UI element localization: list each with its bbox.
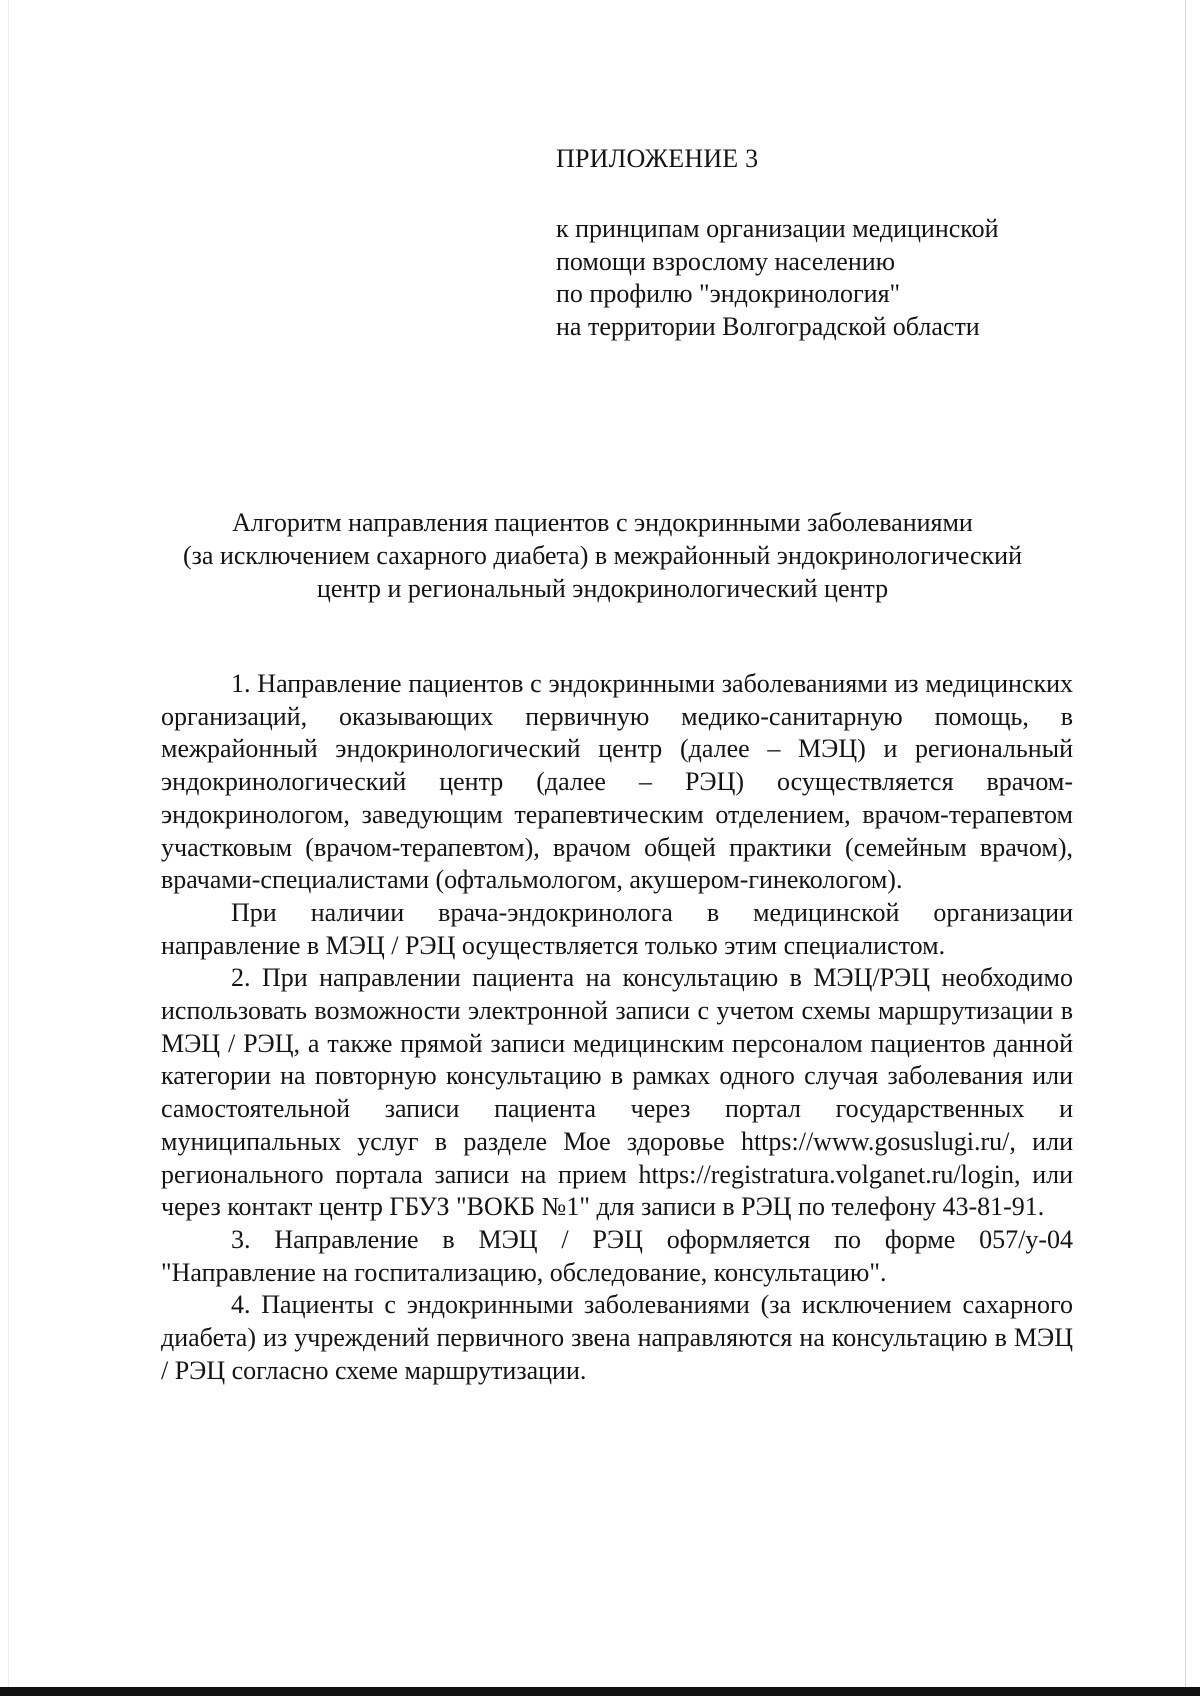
appendix-subtitle-line: на территории Волгоградской области: [556, 311, 980, 341]
appendix-subtitle-line: по профилю "эндокринология": [556, 279, 901, 308]
appendix-subtitle-line: к принципам организации медицинской: [556, 214, 999, 243]
scan-bottom-edge: [0, 1687, 1200, 1696]
paragraph-1: 1. Направление пациентов с эндокринными заболеваниями из медицинских организаций, оказывающих первичную медико-санитарную помощь, в межрайонный эндокринологический центр (далее – МЭЦ) и региональный эндокринологический центр (далее – РЭЦ) осуществляется врачом-эндокринологом, заведующим терапевтическим отделением, врачом-терапевтом участковым (врачом-терапевтом), врачом общей практики (семейным врачом), врачами-специалистами (офтальмологом, акушером-гинекологом).: [161, 669, 1073, 895]
heading-line: центр и региональный эндокринологический центр: [316, 574, 889, 603]
paragraph-2: 2. При направлении пациента на консультацию в МЭЦ/РЭЦ необходимо использовать возможности электронной записи с учетом схемы маршрутизации в МЭЦ / РЭЦ, а также прямой записи медицинским персоналом пациентов данной категории на повторную консультацию в рамках одного случая заболевания или самостоятельной записи пациента через портал государственных и муниципальных услуг в разделе Мое здоровье https://www.gosuslugi.ru/, или регионального портала записи на прием https://registratura.volganet.ru/login, или через контакт центр ГБУЗ "ВОКБ №1" для записи в РЭЦ по телефону 43-81-91.: [161, 963, 1073, 1222]
document-body: [161, 668, 1073, 1387]
heading-line: Алгоритм направления пациентов с эндокринными заболеваниями: [232, 508, 973, 537]
appendix-subtitle-line: помощи взрослому населению: [556, 246, 896, 276]
appendix-title: ПРИЛОЖЕНИЕ 3: [556, 144, 759, 173]
paragraph-3: 3. Направление в МЭЦ / РЭЦ оформляется по форме 057/у-04 "Направление на госпитализацию, обследование, консультацию".: [161, 1224, 1073, 1287]
document-heading: [130, 506, 1075, 605]
scan-edge-left: [8, 0, 9, 1696]
appendix-subtitle: [556, 213, 999, 343]
paragraph-1-note: При наличии врача-эндокринолога в медицинской организации направление в МЭЦ / РЭЦ осуществляется только этим специалистом.: [161, 897, 1073, 960]
heading-line: (за исключением сахарного диабета) в межрайонный эндокринологический: [182, 541, 1023, 570]
paragraph-4: 4. Пациенты с эндокринными заболеваниями (за исключением сахарного диабета) из учреждений первичного звена направляются на консультацию в МЭЦ / РЭЦ согласно схеме маршрутизации.: [161, 1290, 1073, 1385]
scan-edge-right: [1185, 0, 1186, 1696]
